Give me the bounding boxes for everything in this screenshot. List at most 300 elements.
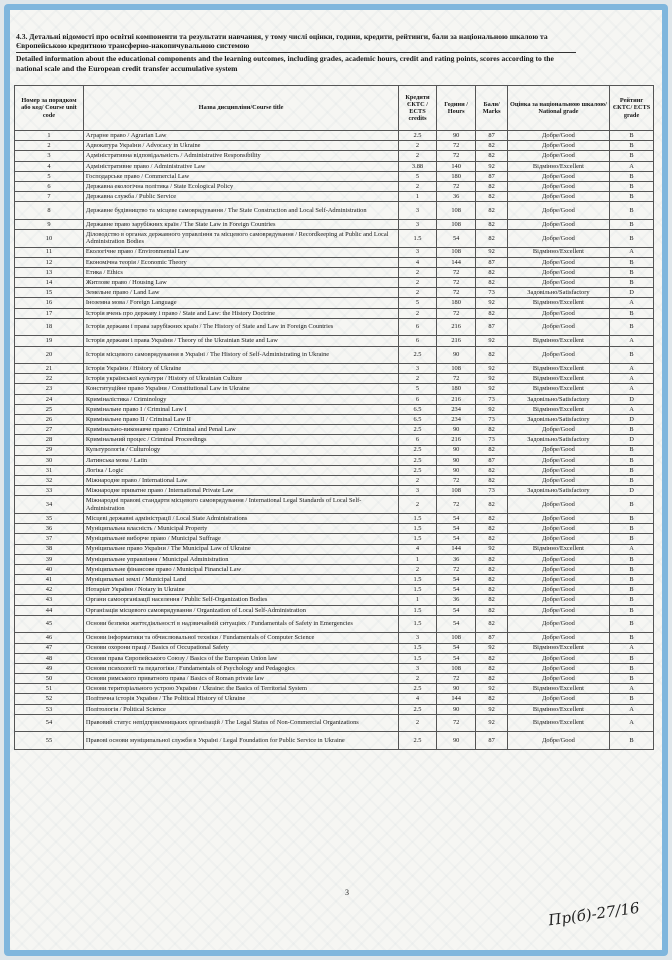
- cell-num: 7: [15, 192, 84, 202]
- table-body: [15, 131, 654, 750]
- cell-credits: 2: [399, 374, 437, 384]
- table-row: [15, 288, 654, 298]
- cell-course-title: Кримінальне право I / Criminal Law I: [83, 404, 398, 414]
- table-row: [15, 455, 654, 465]
- cell-credits: 5: [399, 384, 437, 394]
- cell-hours: 54: [436, 534, 476, 544]
- table-row: [15, 394, 654, 404]
- cell-hours: 108: [436, 364, 476, 374]
- cell-num: 24: [15, 394, 84, 404]
- cell-hours: 54: [436, 575, 476, 585]
- cell-marks: 82: [476, 615, 507, 633]
- cell-ects-grade: B: [610, 202, 654, 220]
- cell-national-grade: Добре/Good: [507, 219, 609, 229]
- cell-national-grade: Добре/Good: [507, 192, 609, 202]
- cell-credits: 2.5: [399, 704, 437, 714]
- cell-hours: 140: [436, 161, 476, 171]
- cell-marks: 87: [476, 318, 507, 336]
- cell-hours: 54: [436, 605, 476, 615]
- cell-course-title: Муніципальна власність / Municipal Property: [83, 524, 398, 534]
- table-row: [15, 404, 654, 414]
- cell-course-title: Історія держави і права України / Theory of the Ukrainian State and Law: [83, 336, 398, 346]
- table-row: [15, 278, 654, 288]
- cell-national-grade: Добре/Good: [507, 554, 609, 564]
- cell-hours: 108: [436, 247, 476, 257]
- cell-hours: 54: [436, 524, 476, 534]
- table-row: [15, 298, 654, 308]
- cell-national-grade: Відмінно/Excellent: [507, 544, 609, 554]
- cell-course-title: Нотаріат України / Notary in Ukraine: [83, 585, 398, 595]
- handwritten-note: Пр(б)-27/16: [547, 898, 641, 930]
- table-row: [15, 633, 654, 643]
- cell-course-title: Кримінально-виконавче право / Criminal and Penal Law: [83, 425, 398, 435]
- cell-national-grade: Задовільно/Satisfactory: [507, 435, 609, 445]
- cell-marks: 82: [476, 575, 507, 585]
- cell-credits: 2.5: [399, 465, 437, 475]
- table-row: [15, 643, 654, 653]
- cell-marks: 87: [476, 171, 507, 181]
- cell-course-title: Основи охорони праці / Basics of Occupational Safety: [83, 643, 398, 653]
- cell-national-grade: Відмінно/Excellent: [507, 643, 609, 653]
- cell-num: 34: [15, 496, 84, 514]
- cell-hours: 90: [436, 704, 476, 714]
- cell-credits: 1.5: [399, 653, 437, 663]
- column-header-credits: Кредити ЄКТС / ECTS credits: [399, 86, 437, 131]
- cell-national-grade: Відмінно/Excellent: [507, 404, 609, 414]
- cell-national-grade: Добре/Good: [507, 425, 609, 435]
- cell-num: 54: [15, 714, 84, 732]
- cell-num: 39: [15, 554, 84, 564]
- cell-ects-grade: B: [610, 575, 654, 585]
- cell-national-grade: Добре/Good: [507, 615, 609, 633]
- table-row: [15, 257, 654, 267]
- cell-course-title: Історія української культури / History of Ukrainian Culture: [83, 374, 398, 384]
- cell-ects-grade: D: [610, 394, 654, 404]
- cell-national-grade: Задовільно/Satisfactory: [507, 486, 609, 496]
- cell-num: 13: [15, 267, 84, 277]
- cell-marks: 82: [476, 230, 507, 248]
- cell-marks: 82: [476, 605, 507, 615]
- cell-hours: 54: [436, 585, 476, 595]
- cell-num: 40: [15, 564, 84, 574]
- cell-ects-grade: B: [610, 131, 654, 141]
- cell-marks: 82: [476, 425, 507, 435]
- cell-course-title: Діловодство в органах державного управління та місцевого самоврядування / Recordkeeping at Public and Local Administration Bodies: [83, 230, 398, 248]
- table-row: [15, 653, 654, 663]
- cell-ects-grade: A: [610, 384, 654, 394]
- cell-national-grade: Добре/Good: [507, 257, 609, 267]
- cell-course-title: Економічна теорія / Economic Theory: [83, 257, 398, 267]
- cell-course-title: Екологічне право / Environmental Law: [83, 247, 398, 257]
- cell-hours: 108: [436, 202, 476, 220]
- cell-hours: 90: [436, 346, 476, 364]
- cell-hours: 72: [436, 714, 476, 732]
- cell-national-grade: Добре/Good: [507, 465, 609, 475]
- cell-course-title: Аграрне право / Agrarian Law: [83, 131, 398, 141]
- cell-national-grade: Задовільно/Satisfactory: [507, 288, 609, 298]
- cell-credits: 2: [399, 674, 437, 684]
- cell-national-grade: Добре/Good: [507, 694, 609, 704]
- cell-ects-grade: A: [610, 161, 654, 171]
- cell-marks: 82: [476, 564, 507, 574]
- table-row: [15, 476, 654, 486]
- cell-hours: 54: [436, 513, 476, 523]
- cell-ects-grade: A: [610, 374, 654, 384]
- cell-credits: 4: [399, 544, 437, 554]
- cell-num: 52: [15, 694, 84, 704]
- cell-hours: 72: [436, 476, 476, 486]
- cell-credits: 6: [399, 394, 437, 404]
- cell-credits: 2: [399, 141, 437, 151]
- table-row: [15, 445, 654, 455]
- cell-num: 30: [15, 455, 84, 465]
- cell-hours: 72: [436, 674, 476, 684]
- cell-hours: 54: [436, 615, 476, 633]
- table-row: [15, 267, 654, 277]
- cell-marks: 82: [476, 674, 507, 684]
- cell-course-title: Кримінальне право II / Criminal Law II: [83, 414, 398, 424]
- table-row: [15, 219, 654, 229]
- cell-hours: 36: [436, 192, 476, 202]
- cell-ects-grade: B: [610, 181, 654, 191]
- cell-marks: 82: [476, 219, 507, 229]
- cell-hours: 72: [436, 181, 476, 191]
- cell-course-title: Основи безпеки життєдіяльності в надзвичайній ситуаціях / Fundamentals of Safety in Emergencies: [83, 615, 398, 633]
- cell-num: 25: [15, 404, 84, 414]
- cell-ects-grade: B: [610, 151, 654, 161]
- table-row: [15, 141, 654, 151]
- cell-course-title: Іноземна мова / Foreign Language: [83, 298, 398, 308]
- cell-credits: 2: [399, 308, 437, 318]
- cell-ects-grade: B: [610, 496, 654, 514]
- cell-national-grade: Добре/Good: [507, 131, 609, 141]
- cell-hours: 90: [436, 445, 476, 455]
- table-row: [15, 131, 654, 141]
- cell-marks: 92: [476, 714, 507, 732]
- cell-credits: 2: [399, 714, 437, 732]
- cell-hours: 216: [436, 336, 476, 346]
- cell-national-grade: Добре/Good: [507, 663, 609, 673]
- cell-credits: 2.5: [399, 425, 437, 435]
- cell-ects-grade: A: [610, 298, 654, 308]
- cell-course-title: Муніципальне виборче право / Municipal Suffrage: [83, 534, 398, 544]
- cell-hours: 180: [436, 384, 476, 394]
- cell-national-grade: Добре/Good: [507, 230, 609, 248]
- table-row: [15, 534, 654, 544]
- cell-course-title: Державне право зарубіжних країн / The State Law in Foreign Countries: [83, 219, 398, 229]
- cell-hours: 216: [436, 435, 476, 445]
- cell-hours: 72: [436, 141, 476, 151]
- cell-credits: 2.5: [399, 455, 437, 465]
- cell-num: 23: [15, 384, 84, 394]
- cell-ects-grade: B: [610, 694, 654, 704]
- cell-credits: 1.5: [399, 534, 437, 544]
- cell-hours: 72: [436, 278, 476, 288]
- cell-course-title: Конституційне право України / Constitutional Law in Ukraine: [83, 384, 398, 394]
- cell-hours: 108: [436, 633, 476, 643]
- cell-hours: 72: [436, 288, 476, 298]
- cell-course-title: Муніципальні землі / Municipal Land: [83, 575, 398, 585]
- column-header-national: Оцінка за національною шкалою/ National grade: [507, 86, 609, 131]
- cell-marks: 82: [476, 524, 507, 534]
- cell-hours: 108: [436, 663, 476, 673]
- cell-credits: 1: [399, 595, 437, 605]
- cell-national-grade: Добре/Good: [507, 455, 609, 465]
- cell-num: 46: [15, 633, 84, 643]
- cell-ects-grade: B: [610, 455, 654, 465]
- cell-ects-grade: B: [610, 308, 654, 318]
- table-row: [15, 374, 654, 384]
- cell-hours: 216: [436, 318, 476, 336]
- cell-ects-grade: B: [610, 513, 654, 523]
- cell-hours: 36: [436, 595, 476, 605]
- table-row: [15, 161, 654, 171]
- cell-marks: 82: [476, 278, 507, 288]
- cell-course-title: Політологія / Political Science: [83, 704, 398, 714]
- table-row: [15, 308, 654, 318]
- cell-national-grade: Задовільно/Satisfactory: [507, 414, 609, 424]
- cell-credits: 1.5: [399, 605, 437, 615]
- cell-course-title: Основи територіального устрою України / Ukraine: the Basics of Territorial System: [83, 684, 398, 694]
- cell-hours: 72: [436, 151, 476, 161]
- cell-num: 8: [15, 202, 84, 220]
- cell-hours: 144: [436, 544, 476, 554]
- cell-marks: 82: [476, 151, 507, 161]
- cell-credits: 2.5: [399, 684, 437, 694]
- cell-marks: 82: [476, 653, 507, 663]
- cell-ects-grade: D: [610, 288, 654, 298]
- document-border: [4, 4, 668, 956]
- cell-credits: 3: [399, 486, 437, 496]
- cell-ects-grade: B: [610, 605, 654, 615]
- section-heading: [16, 32, 576, 73]
- cell-marks: 82: [476, 346, 507, 364]
- table-header-row: [15, 86, 654, 131]
- cell-num: 9: [15, 219, 84, 229]
- cell-credits: 1.5: [399, 524, 437, 534]
- cell-num: 44: [15, 605, 84, 615]
- table-row: [15, 615, 654, 633]
- cell-national-grade: Добре/Good: [507, 633, 609, 643]
- cell-marks: 87: [476, 131, 507, 141]
- cell-marks: 82: [476, 496, 507, 514]
- cell-num: 45: [15, 615, 84, 633]
- cell-credits: 6.5: [399, 404, 437, 414]
- cell-ects-grade: A: [610, 704, 654, 714]
- cell-hours: 180: [436, 171, 476, 181]
- cell-ects-grade: B: [610, 141, 654, 151]
- cell-credits: 2: [399, 476, 437, 486]
- cell-ects-grade: B: [610, 346, 654, 364]
- cell-course-title: Етика / Ethics: [83, 267, 398, 277]
- cell-marks: 92: [476, 336, 507, 346]
- table-row: [15, 674, 654, 684]
- cell-ects-grade: D: [610, 486, 654, 496]
- table-row: [15, 465, 654, 475]
- cell-marks: 82: [476, 465, 507, 475]
- cell-hours: 234: [436, 404, 476, 414]
- cell-marks: 87: [476, 257, 507, 267]
- cell-national-grade: Відмінно/Excellent: [507, 336, 609, 346]
- cell-ects-grade: B: [610, 267, 654, 277]
- cell-credits: 3.88: [399, 161, 437, 171]
- cell-credits: 5: [399, 298, 437, 308]
- table-row: [15, 496, 654, 514]
- cell-ects-grade: A: [610, 336, 654, 346]
- cell-course-title: Логіка / Logic: [83, 465, 398, 475]
- cell-course-title: Житлове право / Housing Law: [83, 278, 398, 288]
- cell-num: 18: [15, 318, 84, 336]
- cell-marks: 82: [476, 554, 507, 564]
- table-row: [15, 575, 654, 585]
- cell-ects-grade: B: [610, 564, 654, 574]
- cell-ects-grade: B: [610, 732, 654, 750]
- cell-num: 20: [15, 346, 84, 364]
- table-row: [15, 171, 654, 181]
- cell-marks: 82: [476, 308, 507, 318]
- table-row: [15, 663, 654, 673]
- cell-hours: 90: [436, 684, 476, 694]
- cell-credits: 6.5: [399, 414, 437, 424]
- cell-num: 17: [15, 308, 84, 318]
- table-row: [15, 732, 654, 750]
- table-row: [15, 435, 654, 445]
- table-row: [15, 192, 654, 202]
- cell-ects-grade: B: [610, 465, 654, 475]
- cell-num: 47: [15, 643, 84, 653]
- table-row: [15, 595, 654, 605]
- cell-course-title: Органи самоорганізації населення / Public Self-Organization Bodies: [83, 595, 398, 605]
- cell-national-grade: Добре/Good: [507, 445, 609, 455]
- cell-course-title: Культурологія / Culturology: [83, 445, 398, 455]
- cell-marks: 82: [476, 694, 507, 704]
- cell-ects-grade: A: [610, 404, 654, 414]
- cell-course-title: Місцеві державні адміністрації / Local State Administrations: [83, 513, 398, 523]
- cell-course-title: Державна екологічна політика / State Ecological Policy: [83, 181, 398, 191]
- cell-national-grade: Відмінно/Excellent: [507, 384, 609, 394]
- column-header-name: Назва дисципліни/Course title: [83, 86, 398, 131]
- cell-marks: 87: [476, 455, 507, 465]
- cell-num: 27: [15, 425, 84, 435]
- cell-ects-grade: B: [610, 633, 654, 643]
- table-row: [15, 346, 654, 364]
- cell-credits: 6: [399, 336, 437, 346]
- cell-course-title: Основи права Європейського Союзу / Basics of the European Union law: [83, 653, 398, 663]
- cell-credits: 3: [399, 633, 437, 643]
- cell-hours: 216: [436, 394, 476, 404]
- cell-national-grade: Добре/Good: [507, 141, 609, 151]
- cell-course-title: Латинська мова / Latin: [83, 455, 398, 465]
- cell-hours: 36: [436, 554, 476, 564]
- cell-ects-grade: B: [610, 219, 654, 229]
- table-row: [15, 425, 654, 435]
- cell-course-title: Політична історія України / The Political History of Ukraine: [83, 694, 398, 704]
- cell-marks: 82: [476, 141, 507, 151]
- cell-num: 29: [15, 445, 84, 455]
- cell-marks: 82: [476, 192, 507, 202]
- cell-num: 3: [15, 151, 84, 161]
- cell-marks: 87: [476, 732, 507, 750]
- cell-national-grade: Добре/Good: [507, 585, 609, 595]
- cell-num: 48: [15, 653, 84, 663]
- cell-national-grade: Добре/Good: [507, 524, 609, 534]
- cell-hours: 90: [436, 455, 476, 465]
- cell-marks: 92: [476, 384, 507, 394]
- cell-credits: 1: [399, 554, 437, 564]
- cell-num: 4: [15, 161, 84, 171]
- cell-num: 21: [15, 364, 84, 374]
- cell-num: 2: [15, 141, 84, 151]
- cell-ects-grade: B: [610, 192, 654, 202]
- cell-national-grade: Відмінно/Excellent: [507, 374, 609, 384]
- grades-table: [14, 85, 654, 750]
- cell-ects-grade: B: [610, 663, 654, 673]
- cell-course-title: Адвокатура України / Advocacy in Ukraine: [83, 141, 398, 151]
- cell-hours: 54: [436, 230, 476, 248]
- cell-marks: 92: [476, 704, 507, 714]
- cell-credits: 5: [399, 171, 437, 181]
- cell-num: 14: [15, 278, 84, 288]
- cell-ects-grade: A: [610, 684, 654, 694]
- cell-national-grade: Добре/Good: [507, 346, 609, 364]
- cell-num: 26: [15, 414, 84, 424]
- cell-num: 53: [15, 704, 84, 714]
- table-row: [15, 336, 654, 346]
- cell-credits: 2: [399, 267, 437, 277]
- cell-course-title: Муніципальне право України / The Municipal Law of Ukraine: [83, 544, 398, 554]
- cell-num: 51: [15, 684, 84, 694]
- cell-course-title: Земельне право / Land Law: [83, 288, 398, 298]
- cell-credits: 2.5: [399, 445, 437, 455]
- table-row: [15, 181, 654, 191]
- cell-national-grade: Добре/Good: [507, 564, 609, 574]
- cell-national-grade: Відмінно/Excellent: [507, 247, 609, 257]
- cell-course-title: Історія місцевого самоврядування в Україні / The History of Self-Administrating in Ukraine: [83, 346, 398, 364]
- cell-credits: 6: [399, 435, 437, 445]
- cell-marks: 92: [476, 161, 507, 171]
- column-header-marks: Бали/ Marks: [476, 86, 507, 131]
- cell-marks: 82: [476, 585, 507, 595]
- cell-course-title: Історія вчень про державу і право / State and Law: the History Doctrine: [83, 308, 398, 318]
- table-row: [15, 513, 654, 523]
- cell-credits: 1.5: [399, 615, 437, 633]
- cell-credits: 1.5: [399, 585, 437, 595]
- cell-course-title: Муніципальне управління / Municipal Administration: [83, 554, 398, 564]
- cell-num: 35: [15, 513, 84, 523]
- table-row: [15, 605, 654, 615]
- cell-credits: 2: [399, 151, 437, 161]
- cell-credits: 3: [399, 247, 437, 257]
- cell-hours: 54: [436, 653, 476, 663]
- cell-national-grade: Відмінно/Excellent: [507, 714, 609, 732]
- cell-hours: 72: [436, 267, 476, 277]
- column-header-hours: Години / Hours: [436, 86, 476, 131]
- cell-course-title: Історія України / History of Ukraine: [83, 364, 398, 374]
- cell-num: 37: [15, 534, 84, 544]
- cell-credits: 2.5: [399, 131, 437, 141]
- cell-national-grade: Відмінно/Excellent: [507, 704, 609, 714]
- cell-hours: 72: [436, 308, 476, 318]
- cell-course-title: Організація місцевого самоврядування / Organization of Local Self-Administration: [83, 605, 398, 615]
- page-number: 3: [345, 888, 349, 897]
- cell-national-grade: Добре/Good: [507, 653, 609, 663]
- cell-ects-grade: B: [610, 230, 654, 248]
- cell-hours: 90: [436, 425, 476, 435]
- cell-national-grade: Добре/Good: [507, 732, 609, 750]
- document-page: [10, 10, 662, 950]
- cell-ects-grade: B: [610, 318, 654, 336]
- cell-national-grade: Добре/Good: [507, 151, 609, 161]
